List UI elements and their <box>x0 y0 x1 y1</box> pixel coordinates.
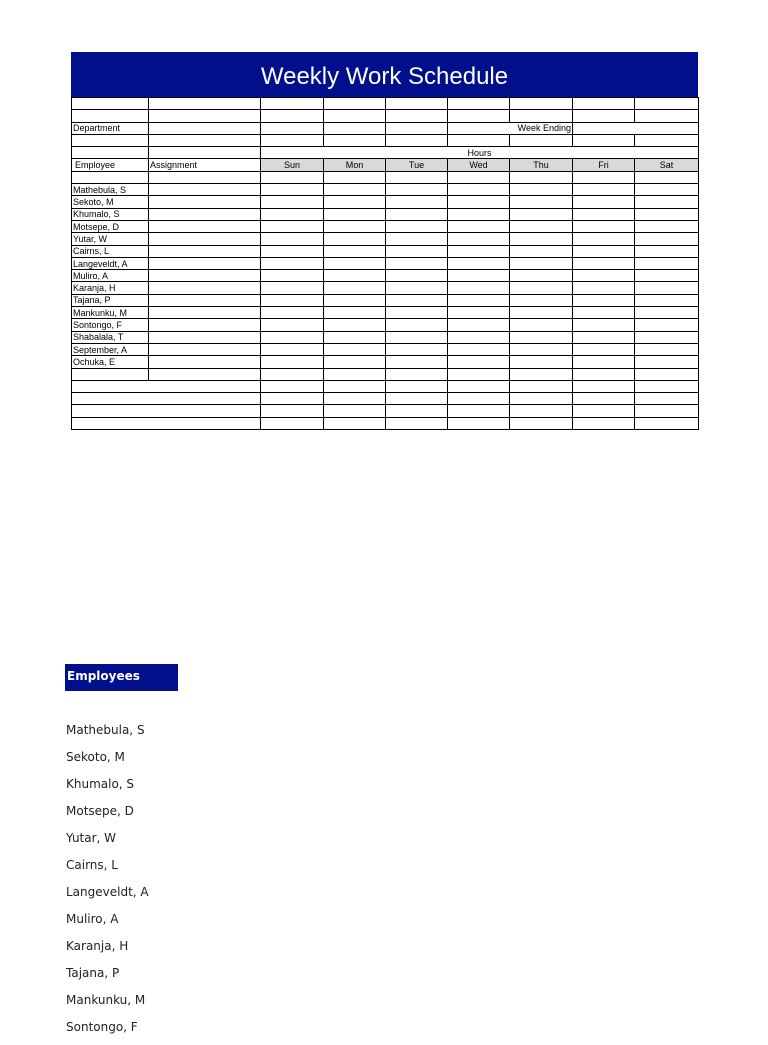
table-row <box>72 417 699 429</box>
hours-cell[interactable] <box>510 270 573 282</box>
employee-name-cell: Mankunku, M <box>72 307 149 319</box>
hours-cell[interactable] <box>261 270 324 282</box>
list-item: Tajana, P <box>66 966 120 980</box>
table-row <box>72 356 699 368</box>
hours-cell[interactable] <box>510 184 573 196</box>
department-field[interactable] <box>149 122 261 134</box>
table-row <box>72 307 699 319</box>
hours-cell[interactable] <box>448 196 510 208</box>
hours-cell[interactable] <box>386 196 448 208</box>
assignment-cell[interactable] <box>149 184 261 196</box>
day-header-sun: Sun <box>261 159 324 171</box>
table-row <box>72 343 699 355</box>
hours-cell[interactable] <box>573 233 635 245</box>
hours-cell[interactable] <box>635 356 699 368</box>
assignment-cell[interactable] <box>149 294 261 306</box>
employee-name-cell: Muliro, A <box>72 270 149 282</box>
hours-cell[interactable] <box>573 294 635 306</box>
table-row <box>72 208 699 220</box>
hours-cell[interactable] <box>635 245 699 257</box>
hours-cell[interactable] <box>324 307 386 319</box>
assignment-cell[interactable] <box>149 245 261 257</box>
list-item: Karanja, H <box>66 939 129 953</box>
employee-name-cell: Shabalala, T <box>72 331 149 343</box>
table-row <box>72 233 699 245</box>
hours-cell[interactable] <box>448 220 510 232</box>
table-row <box>72 393 699 405</box>
table-row <box>72 220 699 232</box>
hours-cell[interactable] <box>573 331 635 343</box>
hours-cell[interactable] <box>635 319 699 331</box>
hours-cell[interactable] <box>261 294 324 306</box>
table-row <box>72 380 699 392</box>
department-label: Department <box>72 122 149 134</box>
assignment-cell[interactable] <box>149 233 261 245</box>
list-item: Mankunku, M <box>66 993 146 1007</box>
assignment-cell[interactable] <box>149 331 261 343</box>
hours-cell[interactable] <box>573 196 635 208</box>
hours-cell[interactable] <box>324 356 386 368</box>
hours-cell[interactable] <box>261 356 324 368</box>
table-row <box>72 368 699 380</box>
assignment-cell[interactable] <box>149 307 261 319</box>
hours-cell[interactable] <box>635 184 699 196</box>
assignment-cell[interactable] <box>149 270 261 282</box>
hours-cell[interactable] <box>510 343 573 355</box>
hours-cell[interactable] <box>386 307 448 319</box>
list-item: Yutar, W <box>66 831 117 845</box>
hours-cell[interactable] <box>386 257 448 269</box>
day-header-mon: Mon <box>324 159 386 171</box>
hours-cell[interactable] <box>386 294 448 306</box>
hours-cell[interactable] <box>510 208 573 220</box>
department-row <box>72 122 699 134</box>
schedule-title <box>71 52 698 97</box>
hours-cell[interactable] <box>386 343 448 355</box>
hours-cell[interactable] <box>324 282 386 294</box>
hours-cell[interactable] <box>510 307 573 319</box>
employee-name-cell: Cairns, L <box>72 245 149 257</box>
hours-cell[interactable] <box>448 208 510 220</box>
week-ending-label: Week Ending <box>510 122 573 134</box>
hours-cell[interactable] <box>573 282 635 294</box>
hours-cell[interactable] <box>635 343 699 355</box>
employee-name-cell: Karanja, H <box>72 282 149 294</box>
employee-name-cell: Sekoto, M <box>72 196 149 208</box>
hours-cell[interactable] <box>261 184 324 196</box>
employee-name-cell: Khumalo, S <box>72 208 149 220</box>
day-header-tue: Tue <box>386 159 448 171</box>
hours-cell[interactable] <box>448 307 510 319</box>
hours-cell[interactable] <box>448 294 510 306</box>
assignment-column-header: Assignment <box>149 159 261 171</box>
day-header-thu: Thu <box>510 159 573 171</box>
hours-cell[interactable] <box>324 196 386 208</box>
column-header-row <box>72 159 699 171</box>
hours-cell[interactable] <box>448 245 510 257</box>
list-item: Motsepe, D <box>66 804 134 818</box>
list-item: Langeveldt, A <box>66 885 149 899</box>
hours-cell[interactable] <box>324 319 386 331</box>
hours-cell[interactable] <box>510 220 573 232</box>
hours-cell[interactable] <box>573 356 635 368</box>
employee-name-cell: Ochuka, E <box>72 356 149 368</box>
assignment-cell[interactable] <box>149 319 261 331</box>
hours-cell[interactable] <box>324 257 386 269</box>
employees-list <box>66 721 149 1045</box>
hours-cell[interactable] <box>324 343 386 355</box>
day-header-fri: Fri <box>573 159 635 171</box>
hours-cell[interactable] <box>635 233 699 245</box>
hours-cell[interactable] <box>635 270 699 282</box>
list-item: Sontongo, F <box>66 1020 138 1034</box>
schedule-grid <box>71 97 699 430</box>
hours-cell[interactable] <box>261 282 324 294</box>
hours-cell[interactable] <box>324 331 386 343</box>
hours-cell[interactable] <box>510 257 573 269</box>
table-row <box>72 196 699 208</box>
hours-cell[interactable] <box>324 294 386 306</box>
hours-cell[interactable] <box>448 233 510 245</box>
hours-cell[interactable] <box>324 270 386 282</box>
hours-cell[interactable] <box>448 319 510 331</box>
hours-cell[interactable] <box>386 356 448 368</box>
hours-cell[interactable] <box>261 319 324 331</box>
employee-name-cell: Langeveldt, A <box>72 257 149 269</box>
table-row <box>72 319 699 331</box>
table-row <box>72 270 699 282</box>
hours-cell[interactable] <box>386 331 448 343</box>
employees-section <box>65 664 365 1034</box>
hours-cell[interactable] <box>573 245 635 257</box>
hours-cell[interactable] <box>448 184 510 196</box>
hours-cell[interactable] <box>635 208 699 220</box>
hours-cell[interactable] <box>386 184 448 196</box>
hours-cell[interactable] <box>386 270 448 282</box>
hours-cell[interactable] <box>386 233 448 245</box>
assignment-cell[interactable] <box>149 220 261 232</box>
schedule-title-text: Weekly Work Schedule <box>260 62 509 90</box>
hours-cell[interactable] <box>324 208 386 220</box>
employee-name-cell: Sontongo, F <box>72 319 149 331</box>
hours-cell[interactable] <box>261 233 324 245</box>
assignment-cell[interactable] <box>149 282 261 294</box>
hours-cell[interactable] <box>573 319 635 331</box>
hours-cell[interactable] <box>324 233 386 245</box>
hours-cell[interactable] <box>510 294 573 306</box>
hours-cell[interactable] <box>635 196 699 208</box>
employees-heading: Employees <box>65 664 178 691</box>
hours-label: Hours <box>261 147 699 159</box>
hours-cell[interactable] <box>261 331 324 343</box>
hours-cell[interactable] <box>573 307 635 319</box>
hours-cell[interactable] <box>324 245 386 257</box>
hours-cell[interactable] <box>386 220 448 232</box>
assignment-cell[interactable] <box>149 343 261 355</box>
hours-cell[interactable] <box>448 343 510 355</box>
hours-cell[interactable] <box>261 245 324 257</box>
hours-cell[interactable] <box>635 307 699 319</box>
hours-cell[interactable] <box>635 257 699 269</box>
hours-cell[interactable] <box>573 184 635 196</box>
list-item: Sekoto, M <box>66 750 125 764</box>
hours-row <box>72 147 699 159</box>
list-item: Muliro, A <box>66 912 119 926</box>
hours-cell[interactable] <box>448 282 510 294</box>
hours-cell[interactable] <box>510 319 573 331</box>
assignment-cell[interactable] <box>149 257 261 269</box>
hours-cell[interactable] <box>510 245 573 257</box>
table-row <box>72 257 699 269</box>
hours-cell[interactable] <box>510 233 573 245</box>
hours-cell[interactable] <box>324 220 386 232</box>
day-header-sat: Sat <box>635 159 699 171</box>
table-row <box>72 294 699 306</box>
hours-cell[interactable] <box>573 208 635 220</box>
employee-name-cell: Yutar, W <box>72 233 149 245</box>
hours-cell[interactable] <box>386 319 448 331</box>
day-header-wed: Wed <box>448 159 510 171</box>
table-row <box>72 405 699 417</box>
employee-column-header: Employee <box>72 159 149 171</box>
hours-cell[interactable] <box>635 331 699 343</box>
employee-name-cell: Motsepe, D <box>72 220 149 232</box>
hours-cell[interactable] <box>386 245 448 257</box>
assignment-cell[interactable] <box>149 208 261 220</box>
list-item: Mathebula, S <box>66 723 145 737</box>
hours-cell[interactable] <box>573 220 635 232</box>
hours-cell[interactable] <box>510 196 573 208</box>
hours-cell[interactable] <box>261 196 324 208</box>
assignment-cell[interactable] <box>149 196 261 208</box>
hours-cell[interactable] <box>261 307 324 319</box>
hours-cell[interactable] <box>635 282 699 294</box>
hours-cell[interactable] <box>510 356 573 368</box>
hours-cell[interactable] <box>573 343 635 355</box>
hours-cell[interactable] <box>261 208 324 220</box>
employee-name-cell: Mathebula, S <box>72 184 149 196</box>
list-item: Cairns, L <box>66 858 118 872</box>
table-row <box>72 282 699 294</box>
table-row <box>72 184 699 196</box>
hours-cell[interactable] <box>324 184 386 196</box>
hours-cell[interactable] <box>448 257 510 269</box>
assignment-cell[interactable] <box>149 356 261 368</box>
hours-cell[interactable] <box>448 270 510 282</box>
employee-name-cell: September, A <box>72 343 149 355</box>
employee-name-cell: Tajana, P <box>72 294 149 306</box>
hours-cell[interactable] <box>261 343 324 355</box>
hours-cell[interactable] <box>261 257 324 269</box>
hours-cell[interactable] <box>386 208 448 220</box>
hours-cell[interactable] <box>573 257 635 269</box>
table-row <box>72 331 699 343</box>
hours-cell[interactable] <box>448 331 510 343</box>
weekly-schedule-sheet <box>71 52 698 430</box>
hours-cell[interactable] <box>635 220 699 232</box>
list-item: Khumalo, S <box>66 777 135 791</box>
hours-cell[interactable] <box>261 220 324 232</box>
hours-cell[interactable] <box>448 356 510 368</box>
hours-cell[interactable] <box>386 282 448 294</box>
hours-cell[interactable] <box>510 331 573 343</box>
week-ending-field[interactable] <box>573 122 699 134</box>
table-row <box>72 245 699 257</box>
hours-cell[interactable] <box>635 294 699 306</box>
hours-cell[interactable] <box>510 282 573 294</box>
hours-cell[interactable] <box>573 270 635 282</box>
